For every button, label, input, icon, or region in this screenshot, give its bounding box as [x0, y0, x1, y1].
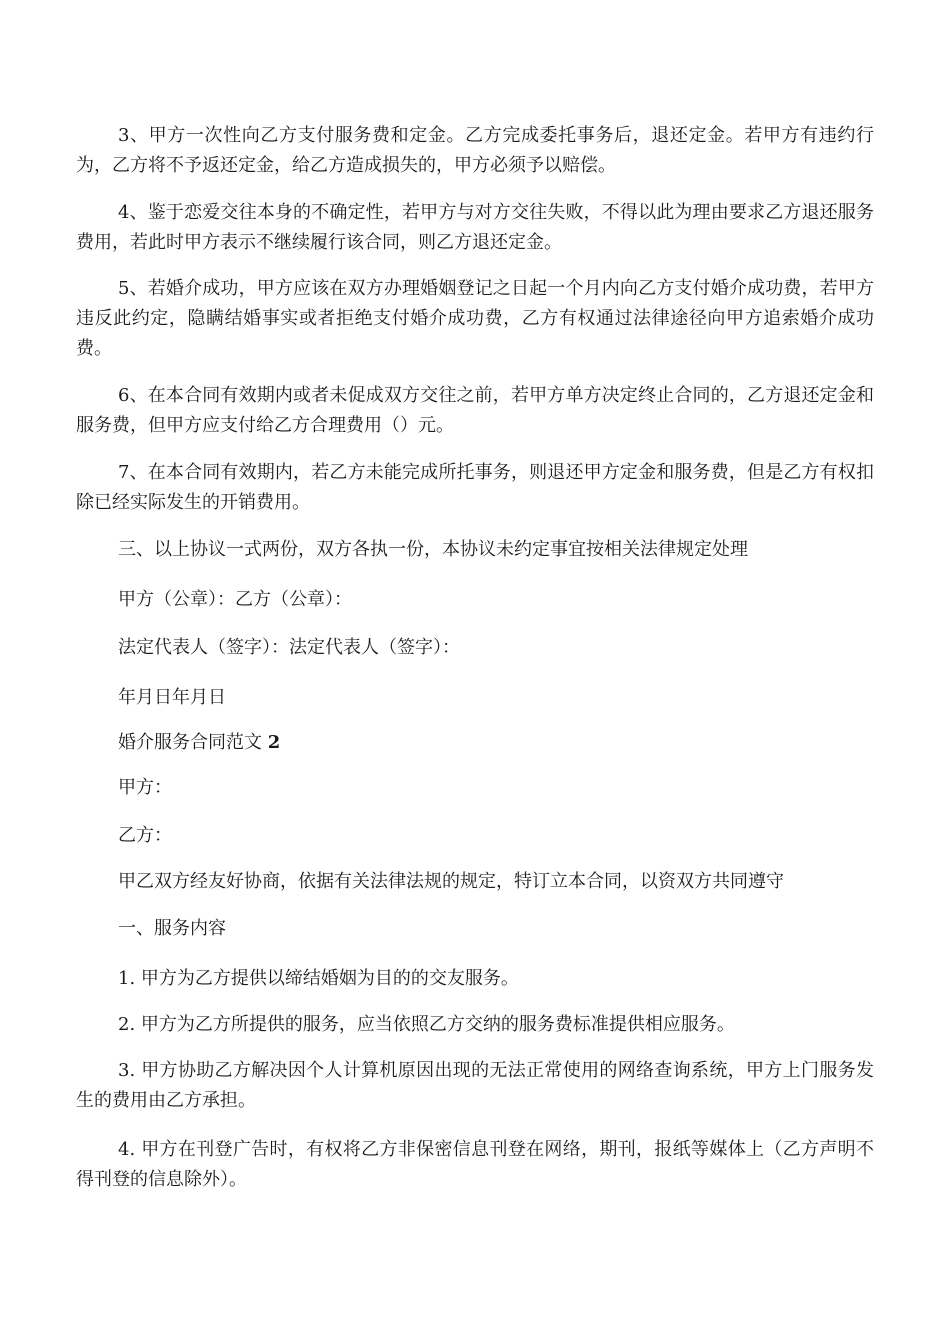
party-a-line: 甲方： [118, 777, 172, 798]
clause-7-paragraph: 7、在本合同有效期内，若乙方未能完成所托事务，则退还甲方定金和服务费，但是乙方有权扣除已经实际发生的开销费用。 [76, 462, 874, 513]
party-b-line: 乙方： [118, 825, 172, 846]
service-item-1: 1. 甲方为乙方提供以缔结婚姻为目的的交友服务。 [118, 968, 519, 989]
preamble-paragraph: 甲乙双方经友好协商，依据有关法律法规的规定，特订立本合同，以资双方共同遵守 [118, 871, 784, 892]
clause-5-paragraph: 5、若婚介成功，甲方应该在双方办理婚姻登记之日起一个月内向乙方支付婚介成功费，若甲方违反此约定，隐瞒结婚事实或者拒绝支付婚介成功费，乙方有权通过法律途径向甲方追索婚介成功费。 [76, 278, 874, 359]
service-item-4: 4. 甲方在刊登广告时，有权将乙方非保密信息刊登在网络，期刊，报纸等媒体上（乙方声明不得刊登的信息除外）。 [76, 1139, 874, 1190]
section-3-paragraph: 三、以上协议一式两份，双方各执一份，本协议未约定事宜按相关法律规定处理 [118, 539, 748, 560]
date-line: 年月日年月日 [118, 687, 226, 708]
seal-line: 甲方（公章）：乙方（公章）： [118, 589, 352, 610]
signature-line: 法定代表人（签字）：法定代表人（签字）： [118, 637, 460, 658]
service-item-2: 2. 甲方为乙方所提供的服务，应当依照乙方交纳的服务费标准提供相应服务。 [118, 1014, 735, 1035]
clause-6-paragraph: 6、在本合同有效期内或者未促成双方交往之前，若甲方单方决定终止合同的，乙方退还定金和服务费，但甲方应支付给乙方合理费用（）元。 [76, 385, 874, 436]
contract-2-title-text: 婚介服务合同范文 [118, 732, 262, 753]
clause-4-paragraph: 4、鉴于恋爱交往本身的不确定性，若甲方与对方交往失败，不得以此为理由要求乙方退还服务费用，若此时甲方表示不继续履行该合同，则乙方退还定金。 [76, 202, 874, 253]
service-item-3: 3. 甲方协助乙方解决因个人计算机原因出现的无法正常使用的网络查询系统，甲方上门服务发生的费用由乙方承担。 [76, 1060, 874, 1111]
clause-3-paragraph: 3、甲方一次性向乙方支付服务费和定金。乙方完成委托事务后，退还定金。若甲方有违约行为，乙方将不予返还定金，给乙方造成损失的，甲方必须予以赔偿。 [76, 125, 874, 176]
contract-2-title [118, 728, 878, 758]
contract-2-title-number: 2 [267, 732, 281, 753]
section-1-heading: 一、服务内容 [118, 918, 226, 939]
